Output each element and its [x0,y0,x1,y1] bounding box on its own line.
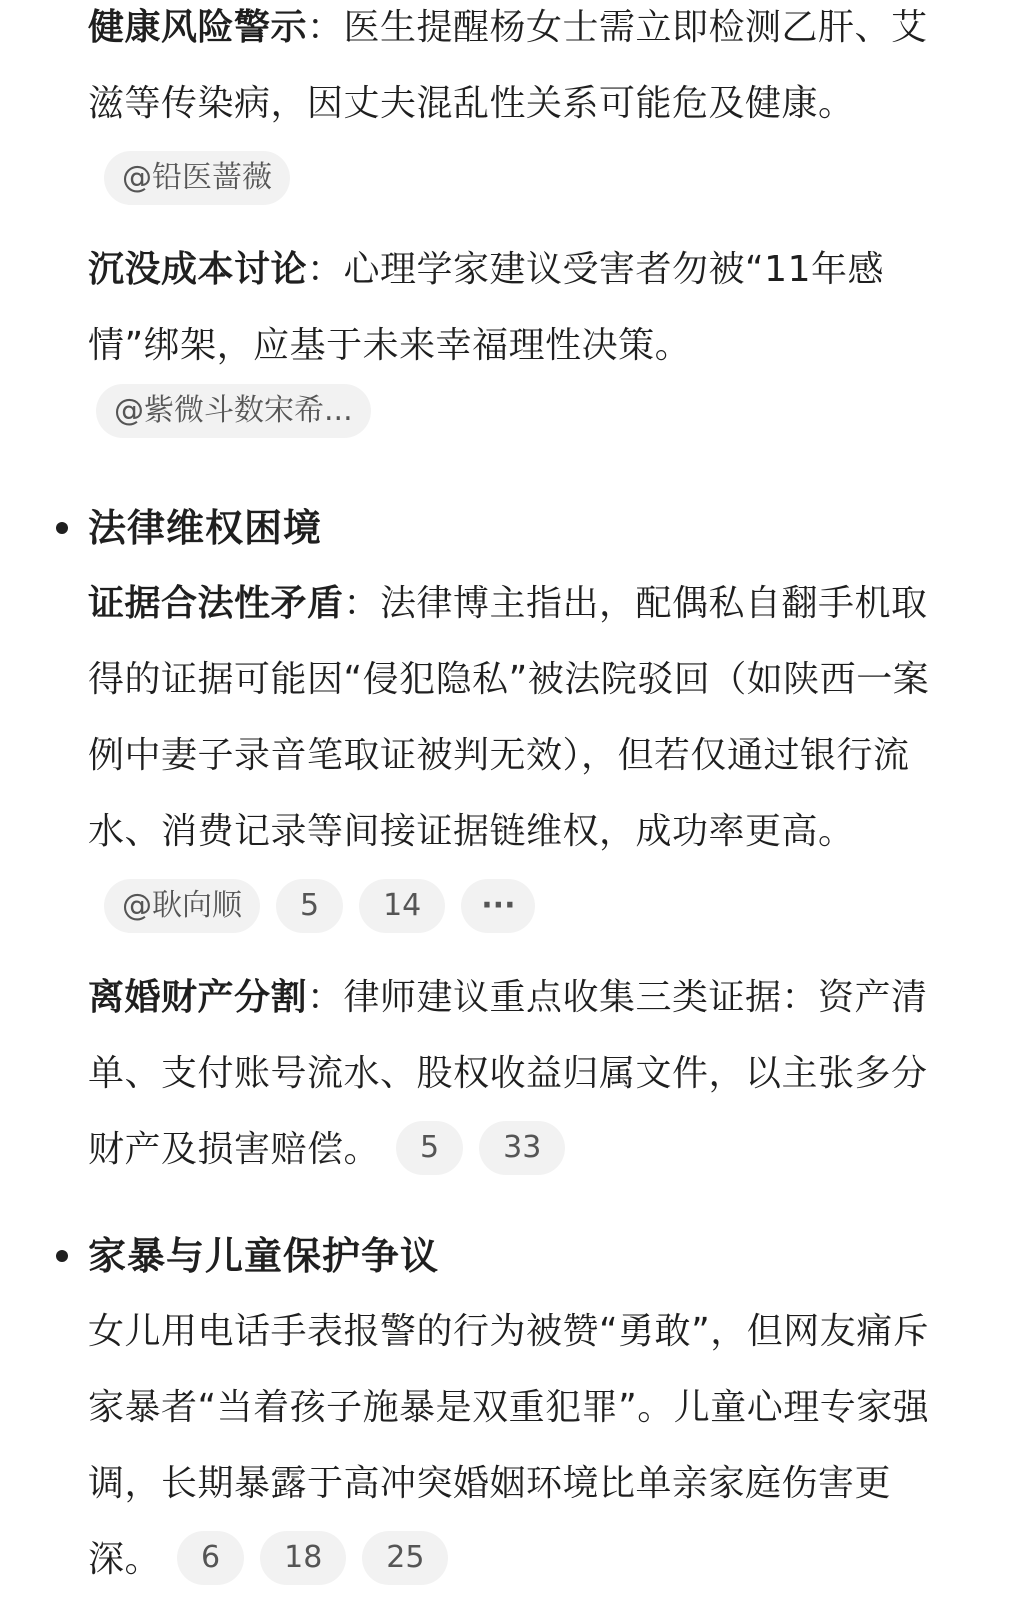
reference-chip[interactable]: 5 [276,879,343,933]
label-colon: ： [307,7,344,48]
reference-chip[interactable]: 25 [362,1531,448,1585]
label-colon: ： [307,249,344,290]
property-paragraph [88,960,958,1188]
section-title-domestic-violence: 家暴与儿童保护争议 [88,1234,440,1278]
health-risk-paragraph [88,0,958,218]
reference-chip[interactable]: 18 [260,1531,346,1585]
child-protection-text: 女儿用电话手表报警的行为被赞“勇敢”，但网友痛斥家暴者“当着孩子施暴是双重犯罪”。儿童心理专家强调，长期暴露于高冲突婚姻环境比单亲家庭伤害更深。 [88,1311,930,1580]
bullet-dot [56,522,68,534]
reference-chip[interactable]: 5 [396,1121,463,1175]
evidence-label: 证据合法性矛盾 [88,583,344,624]
section-legal [0,490,1020,1188]
property-text: 律师建议重点收集三类证据：资产清单、支付账号流水、股权收益归属文件，以主张多分财产及损害赔偿。 [88,977,928,1170]
reference-chip[interactable]: 6 [177,1531,244,1585]
source-chip-sunk-cost[interactable]: @紫微斗数宋希... [96,384,371,438]
evidence-text: 法律博主指出，配偶私自翻手机取得的证据可能因“侵犯隐私”被法院驳回（如陕西一案例中妻子录音笔取证被判无效），但若仅通过银行流水、消费记录等间接证据链维权，成功率更高。 [88,583,930,852]
reference-chip[interactable]: 33 [479,1121,565,1175]
sunk-cost-paragraph [88,232,958,384]
label-colon: ： [343,583,381,624]
evidence-paragraph [88,566,958,946]
source-chip-row [96,390,1020,460]
more-references-button[interactable]: ··· [461,879,535,933]
sunk-cost-text: 心理学家建议受害者勿被“11年感情”绑架，应基于未来幸福理性决策。 [88,249,884,366]
section-title-legal: 法律维权困境 [88,506,323,550]
label-colon: ： [307,977,344,1018]
health-risk-label: 健康风险警示 [88,7,308,48]
reference-chip[interactable]: 14 [359,879,445,933]
source-chip-evidence[interactable]: @耿向顺 [104,879,260,933]
source-chip-health[interactable]: @铅医蔷薇 [104,151,290,205]
section-domestic-violence [0,1218,1020,1598]
sunk-cost-label: 沉没成本讨论 [88,249,308,290]
property-label: 离婚财产分割 [88,977,308,1018]
health-risk-text: 医生提醒杨女士需立即检测乙肝、艾滋等传染病，因丈夫混乱性关系可能危及健康。 [88,7,928,124]
bullet-dot [56,1250,68,1262]
child-protection-paragraph [88,1294,958,1598]
